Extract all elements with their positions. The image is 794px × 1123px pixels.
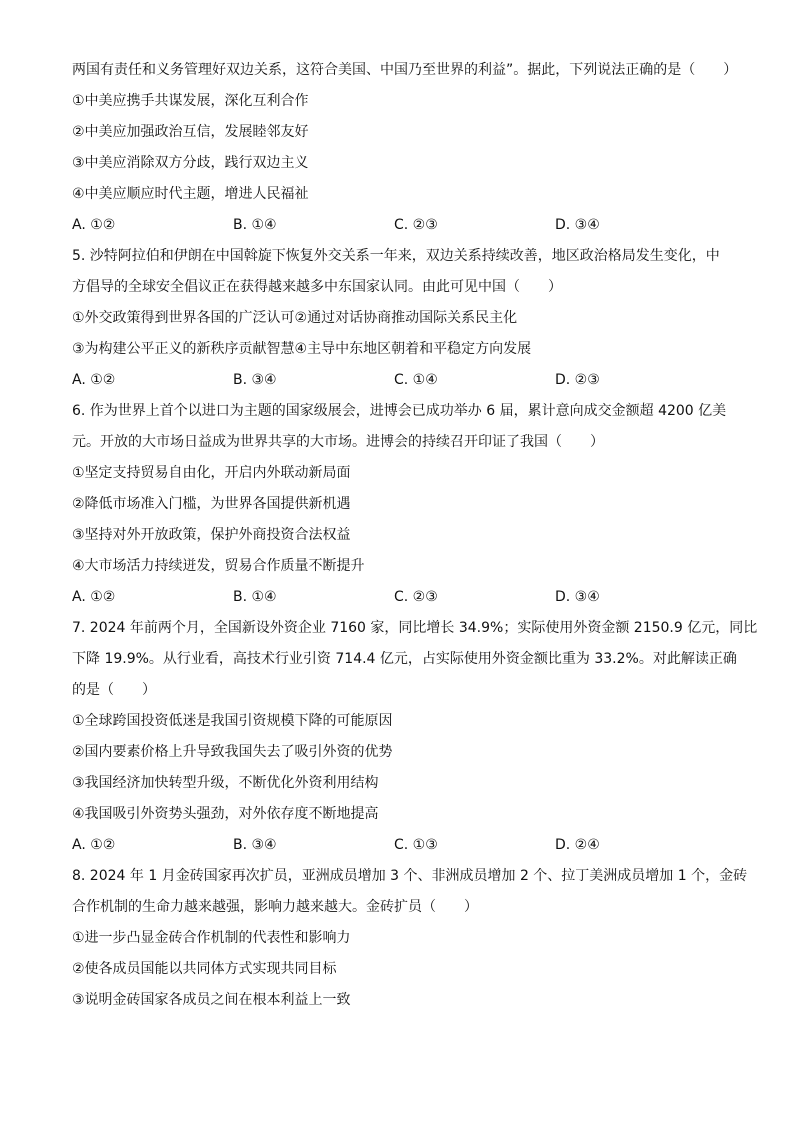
q5-statement-2: ③为构建公平正义的新秩序贡献智慧④主导中东地区朝着和平稳定方向发展 <box>72 341 532 357</box>
q8-statement-2: ②使各成员国能以共同体方式实现共同目标 <box>72 961 337 977</box>
q5-option-c: C. ①④ <box>394 372 438 388</box>
q6-options <box>72 587 732 618</box>
q4-statement-3: ③中美应消除双方分歧，践行双边主义 <box>72 155 309 171</box>
q4-options <box>72 215 732 246</box>
q5-option-d: D. ②③ <box>555 372 600 388</box>
q7-statement-4: ④我国吸引外资势头强劲，对外依存度不断地提高 <box>72 806 379 822</box>
q7-stem-line-1: 7. 2024 年前两个月，全国新设外资企业 7160 家，同比增长 34.9%；实际使用外资金额 2150.9 亿元，同比 <box>72 620 758 636</box>
q6-option-c: C. ②③ <box>394 589 438 605</box>
q6-statement-3: ③坚持对外开放政策，保护外商投资合法权益 <box>72 527 351 543</box>
q7-stem-line-2: 下降 19.9%。从行业看，高技术行业引资 714.4 亿元，占实际使用外资金额比重为 33.2%。对此解读正确 <box>72 651 737 667</box>
q7-statement-3: ③我国经济加快转型升级，不断优化外资利用结构 <box>72 775 379 791</box>
q6-statement-4: ④大市场活力持续迸发，贸易合作质量不断提升 <box>72 558 365 574</box>
q5-option-b: B. ③④ <box>233 372 277 388</box>
q6-statement-2: ②降低市场准入门槛，为世界各国提供新机遇 <box>72 496 351 512</box>
q7-option-b: B. ③④ <box>233 837 277 853</box>
q7-option-d: D. ②④ <box>555 837 600 853</box>
q5-stem-line-2: 方倡导的全球安全倡议正在获得越来越多中东国家认同。由此可见中国（ ） <box>72 279 562 295</box>
q7-stem-line-3: 的是（ ） <box>72 682 156 698</box>
q4-statement-4: ④中美应顺应时代主题，增进人民福祉 <box>72 186 309 202</box>
q6-statement-1: ①坚定支持贸易自由化，开启内外联动新局面 <box>72 465 351 481</box>
q5-option-a: A. ①② <box>72 372 116 388</box>
q4-option-c: C. ②③ <box>394 217 438 233</box>
q8-statement-1: ①进一步凸显金砖合作机制的代表性和影响力 <box>72 930 351 946</box>
q7-options <box>72 835 732 866</box>
q5-stem-line-1: 5. 沙特阿拉伯和伊朗在中国斡旋下恢复外交关系一年来，双边关系持续改善，地区政治格局发生变化，中 <box>72 248 720 264</box>
q4-option-a: A. ①② <box>72 217 116 233</box>
q6-option-d: D. ③④ <box>555 589 600 605</box>
q4-stem-tail: 两国有责任和义务管理好双边关系，这符合美国、中国乃至世界的利益”。据此，下列说法正确的是（ ） <box>72 62 738 78</box>
q8-stem-line-2: 合作机制的生命力越来越强，影响力越来越大。金砖扩员（ ） <box>72 899 478 915</box>
q6-option-b: B. ①④ <box>233 589 277 605</box>
q4-option-d: D. ③④ <box>555 217 600 233</box>
q4-statement-1: ①中美应携手共谋发展，深化互利合作 <box>72 93 309 109</box>
q8-statement-3: ③说明金砖国家各成员之间在根本利益上一致 <box>72 992 351 1008</box>
q7-option-c: C. ①③ <box>394 837 438 853</box>
q7-statement-1: ①全球跨国投资低迷是我国引资规模下降的可能原因 <box>72 713 393 729</box>
q4-statement-2: ②中美应加强政治互信，发展睦邻友好 <box>72 124 309 140</box>
q4-option-b: B. ①④ <box>233 217 277 233</box>
q6-stem-line-1: 6. 作为世界上首个以进口为主题的国家级展会，进博会已成功举办 6 届，累计意向成交金额超 4200 亿美 <box>72 403 727 419</box>
exam-page <box>72 60 758 1021</box>
q5-statement-1: ①外交政策得到世界各国的广泛认可②通过对话协商推动国际关系民主化 <box>72 310 518 326</box>
q5-options <box>72 370 732 401</box>
q7-statement-2: ②国内要素价格上升导致我国失去了吸引外资的优势 <box>72 744 393 760</box>
q6-option-a: A. ①② <box>72 589 116 605</box>
q8-stem-line-1: 8. 2024 年 1 月金砖国家再次扩员，亚洲成员增加 3 个、非洲成员增加 2 个、拉丁美洲成员增加 1 个，金砖 <box>72 868 748 884</box>
q7-option-a: A. ①② <box>72 837 116 853</box>
q6-stem-line-2: 元。开放的大市场日益成为世界共享的大市场。进博会的持续召开印证了我国（ ） <box>72 434 604 450</box>
